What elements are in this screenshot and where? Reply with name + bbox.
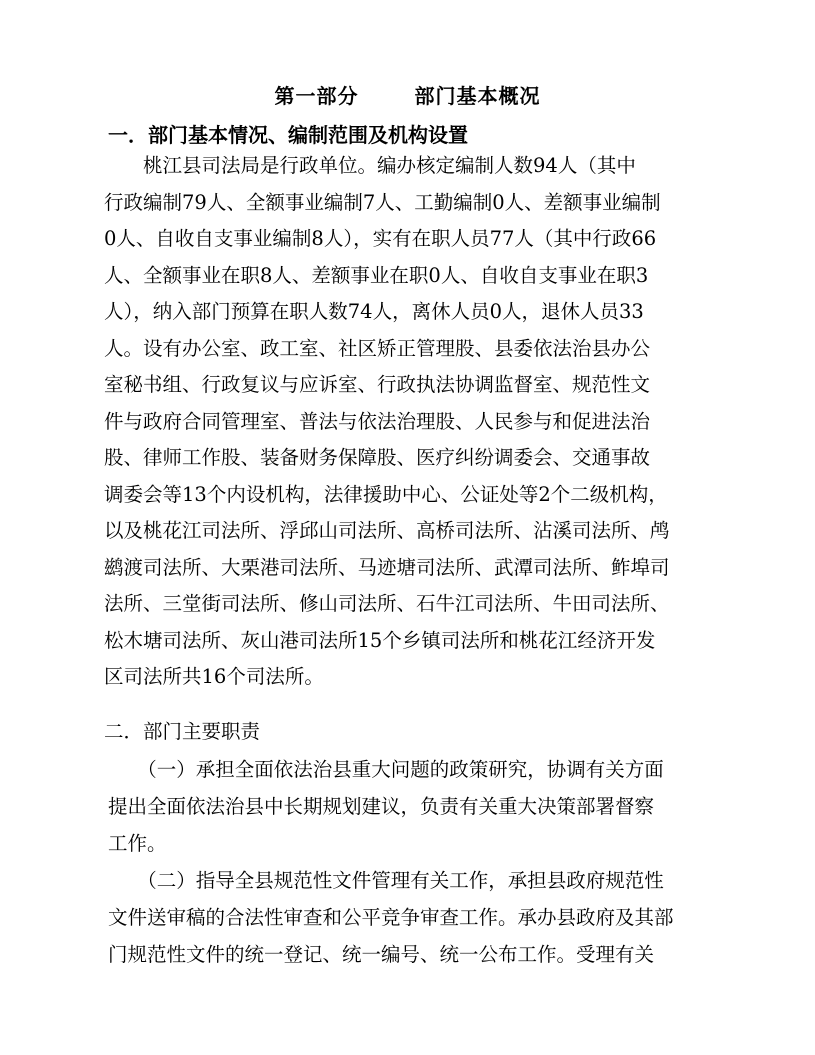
paragraph-line: 提出全面依法治县中长期规划建议，负责有关重大决策部署督察 xyxy=(108,795,655,818)
title-part: 第一部分 xyxy=(274,84,359,108)
section-1-paragraph xyxy=(104,148,709,696)
paragraph-line: 松木塘司法所、灰山港司法所15个乡镇司法所和桃花江经济开发 xyxy=(104,628,656,652)
paragraph-line: 文件送审稿的合法性审查和公平竞争审查工作。承办县政府及其部 xyxy=(108,906,674,929)
paragraph-line: 以及桃花江司法所、浮邱山司法所、高桥司法所、沾溪司法所、鸬 xyxy=(104,519,670,542)
paragraph-line: 0人、自收自支事业编制8人），实有在职人员77人（其中行政66 xyxy=(104,227,657,250)
title-name: 部门基本概况 xyxy=(414,84,541,108)
duty-item-1 xyxy=(108,751,708,862)
paragraph-line: 区司法所共16个司法所。 xyxy=(104,665,324,688)
paragraph-line: （二）指导全县规范性文件管理有关工作，承担县政府规范性 xyxy=(108,869,664,892)
paragraph-line: 股、律师工作股、装备财务保障股、医疗纠纷调委会、交通事故 xyxy=(104,446,651,469)
paragraph-line: 工作。 xyxy=(108,832,167,855)
page-title xyxy=(0,80,815,109)
paragraph-line: 室秘书组、行政复议与应诉室、行政执法协调监督室、规范性文 xyxy=(104,373,651,396)
paragraph-line: 调委会等13个内设机构，法律援助中心、公证处等2个二级机构， xyxy=(104,482,668,506)
section-heading-1: 一．部门基本情况、编制范围及机构设置 xyxy=(108,123,468,147)
paragraph-line: 法所、三堂街司法所、修山司法所、石牛江司法所、牛田司法所、 xyxy=(104,592,670,615)
duty-item-2 xyxy=(108,862,708,973)
paragraph-line: 桃江县司法局是行政单位。编办核定编制人数94人（其中 xyxy=(104,154,636,177)
paragraph-line: 人、全额事业在职8人、差额事业在职0人、自收自支事业在职3 xyxy=(104,263,649,287)
paragraph-line: 行政编制79人、全额事业编制7人、工勤编制0人、差额事业编制 xyxy=(104,190,661,214)
paragraph-line: 门规范性文件的统一登记、统一编号、统一公布工作。受理有关 xyxy=(108,943,655,966)
paragraph-line: 人），纳入部门预算在职人数74人，离休人员0人，退休人员33 xyxy=(104,300,644,323)
section-heading-2: 二．部门主要职责 xyxy=(104,720,261,743)
paragraph-line: 人。设有办公室、政工室、社区矫正管理股、县委依法治县办公 xyxy=(104,336,651,360)
paragraph-line: 件与政府合同管理室、普法与依法治理股、人民参与和促进法治 xyxy=(104,409,651,433)
paragraph-line: 鹚渡司法所、大栗港司法所、马迹塘司法所、武潭司法所、鲊埠司 xyxy=(104,555,670,579)
paragraph-line: （一）承担全面依法治县重大问题的政策研究，协调有关方面 xyxy=(108,758,664,781)
